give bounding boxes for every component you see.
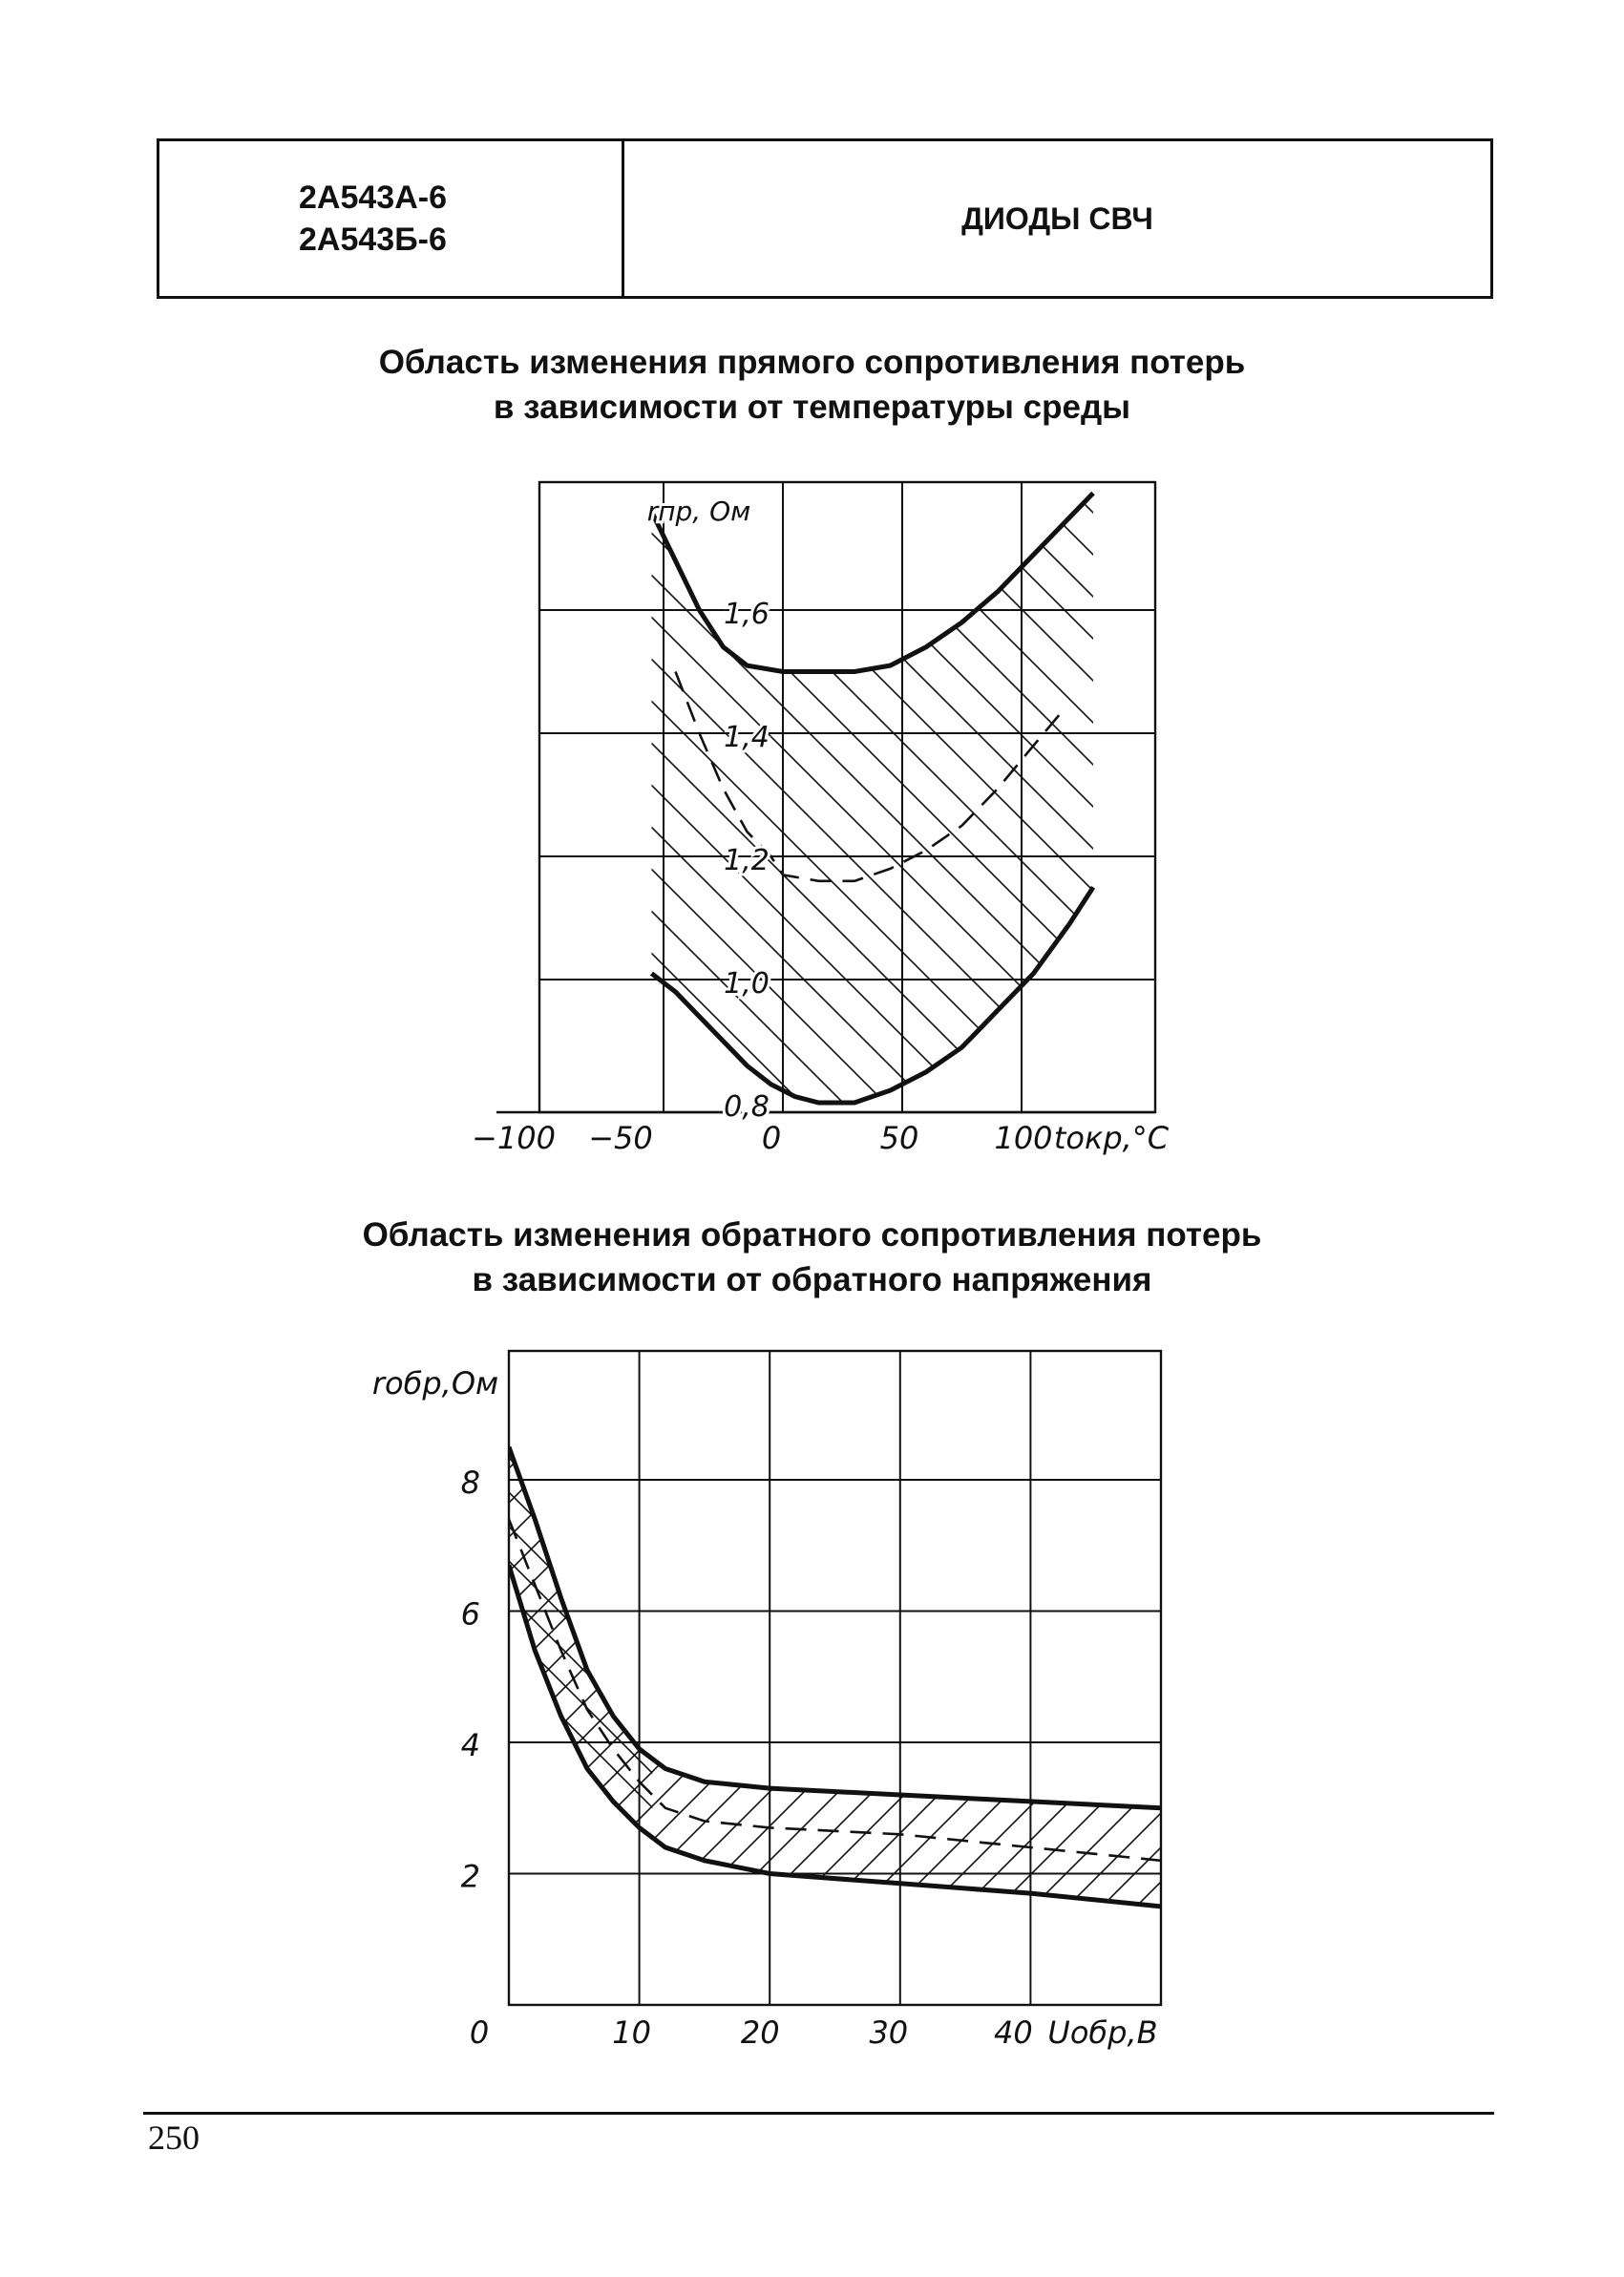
hatch-line xyxy=(0,1351,111,2005)
hatch-line xyxy=(1244,1351,1624,2005)
hatch-line xyxy=(0,482,559,1112)
hatch-line xyxy=(1278,1351,1624,2005)
hatch-line xyxy=(488,1351,1142,2005)
hatch-line xyxy=(161,1351,815,2005)
hatch-line xyxy=(727,482,1357,1112)
hatch-line xyxy=(1189,482,1624,1112)
hatch-line xyxy=(685,482,1315,1112)
hatch-line xyxy=(746,1351,1400,2005)
y-tick-label: 1,6 xyxy=(724,598,770,631)
hatch-line xyxy=(1175,1351,1624,2005)
hatch-line xyxy=(0,1351,179,2005)
hatch-line xyxy=(144,1351,798,2005)
hatch-line xyxy=(711,1351,1365,2005)
hatch-line xyxy=(138,482,769,1112)
hatch-line xyxy=(849,1351,1503,2005)
hatch-line xyxy=(282,1351,936,2005)
hatch-line xyxy=(522,1351,1176,2005)
hatch-region xyxy=(0,482,1624,1112)
hatch-line xyxy=(264,482,895,1112)
hatch-line xyxy=(0,482,390,1112)
hatch-line xyxy=(453,1351,1107,2005)
hatch-line xyxy=(1147,482,1624,1112)
hatch-line xyxy=(1231,482,1624,1112)
hatch-line xyxy=(969,1351,1623,2005)
x-tick-label: 0 xyxy=(761,1120,782,1156)
hatch-line xyxy=(0,482,601,1112)
y-tick-label: 1,4 xyxy=(724,721,770,754)
hatch-line xyxy=(625,1351,1279,2005)
curves xyxy=(509,1447,1161,1907)
hatch-line xyxy=(436,1351,1090,2005)
hatch-line xyxy=(12,482,643,1112)
hatch-line xyxy=(1399,482,1624,1112)
plot-frame xyxy=(539,482,1155,1112)
hatch-line xyxy=(505,1351,1159,2005)
hatch-line xyxy=(517,482,1147,1112)
y-tick-label: 0,8 xyxy=(724,1090,770,1124)
hatch-line xyxy=(0,1351,317,2005)
chart1-title-line: Область изменения прямого сопротивления потерь xyxy=(378,344,1246,381)
hatch-line xyxy=(0,1351,214,2005)
hatch-line xyxy=(1003,1351,1624,2005)
hatch-line xyxy=(952,1351,1606,2005)
hatch-line xyxy=(811,482,1441,1112)
cross-hatch xyxy=(127,1351,1624,2005)
hatch-line xyxy=(601,482,1231,1112)
hatch-line xyxy=(0,482,475,1112)
hatch-line xyxy=(1609,482,1624,1112)
x-tick-label: 50 xyxy=(879,1120,919,1156)
hatch-line xyxy=(728,1351,1382,2005)
y-tick-label: 1,0 xyxy=(724,967,770,1001)
hatch-line xyxy=(1038,1351,1624,2005)
hatch-line xyxy=(900,1351,1554,2005)
y-tick-label: 6 xyxy=(460,1595,480,1633)
x-tick-label: 10 xyxy=(612,2014,651,2051)
grid xyxy=(509,1351,1161,2005)
chart1-title-line: в зависимости от температуры среды xyxy=(493,389,1131,426)
hatch-line xyxy=(0,1351,42,2005)
hatch-line xyxy=(660,1351,1314,2005)
plot-frame xyxy=(509,1351,1161,2005)
hatch-line xyxy=(402,1351,1056,2005)
hatch-line xyxy=(0,1351,386,2005)
hatch-line xyxy=(883,1351,1537,2005)
y-tick-label: 2 xyxy=(460,1858,480,1895)
hatch-line xyxy=(0,1351,8,2005)
hatch-line xyxy=(1063,482,1624,1112)
upper-bound-curve xyxy=(509,1447,1161,1808)
hatch-line xyxy=(0,1351,489,2005)
tick-labels xyxy=(372,1365,1158,2051)
y-axis-label: rобр,Ом xyxy=(371,1365,499,1402)
hatch-line xyxy=(299,1351,953,2005)
category-title: ДИОДЫ СВЧ xyxy=(961,200,1153,236)
chart2-title-line: Область изменения обратного сопротивления потерь xyxy=(362,1216,1262,1254)
hatch-line xyxy=(937,482,1567,1112)
y-axis-label: rпр, Ом xyxy=(646,495,751,527)
hatch-line xyxy=(1105,482,1624,1112)
hatch-line xyxy=(0,1351,558,2005)
hatch-line xyxy=(643,482,1273,1112)
footer-rule xyxy=(143,2112,1494,2115)
hatch-line xyxy=(180,482,811,1112)
x-tick-label: 0 xyxy=(469,2014,490,2051)
hatch-line xyxy=(853,482,1483,1112)
hatch-line xyxy=(1021,482,1624,1112)
hatch-line xyxy=(7,1351,661,2005)
model-name: 2А543Б-6 xyxy=(299,221,447,258)
hatch-region xyxy=(0,1351,1624,2005)
hatch-line xyxy=(179,1351,833,2005)
hatch-line xyxy=(306,482,937,1112)
chart2-title-line: в зависимости от обратного напряжения xyxy=(472,1261,1152,1298)
hatch-line xyxy=(41,1351,695,2005)
hatch-line xyxy=(643,1351,1297,2005)
grid xyxy=(496,482,1155,1112)
hatch-line xyxy=(1315,482,1624,1112)
page-number: 250 xyxy=(148,2119,200,2157)
hatch-line xyxy=(1483,482,1624,1112)
x-tick-label: 30 xyxy=(869,2014,909,2051)
model-name: 2А543А-6 xyxy=(299,179,447,216)
hatch-line xyxy=(1107,1351,1624,2005)
typical-curve xyxy=(509,1519,1161,1861)
hatch-line xyxy=(0,1351,283,2005)
y-tick-label: 4 xyxy=(460,1727,480,1763)
hatch-line xyxy=(230,1351,884,2005)
hatch-line xyxy=(797,1351,1451,2005)
x-tick-label: −50 xyxy=(588,1120,653,1156)
hatch-line xyxy=(350,1351,1004,2005)
hatch-line xyxy=(1525,482,1624,1112)
hatch-line xyxy=(0,1351,454,2005)
lower-bound-curve xyxy=(652,887,1094,1103)
hatch-line xyxy=(1021,1351,1624,2005)
hatch-line xyxy=(0,1351,248,2005)
hatch-line xyxy=(0,1351,76,2005)
hatch-line xyxy=(694,1351,1348,2005)
hatch-line xyxy=(196,1351,850,2005)
x-axis-label: Uобр,В xyxy=(1047,2014,1158,2051)
hatch-line xyxy=(917,1351,1571,2005)
x-tick-label: −100 xyxy=(472,1120,556,1156)
hatch-line xyxy=(557,1351,1211,2005)
hatch-line xyxy=(127,1351,781,2005)
hatch-line xyxy=(222,482,853,1112)
hatch-line xyxy=(96,482,727,1112)
x-tick-label: 40 xyxy=(994,2014,1033,2051)
x-tick-label: 100 xyxy=(994,1120,1053,1156)
hatch-line xyxy=(0,1351,351,2005)
hatch-line xyxy=(979,482,1609,1112)
hatch-line xyxy=(1567,482,1624,1112)
hatch-line xyxy=(333,1351,987,2005)
y-tick-label: 1,2 xyxy=(724,844,770,877)
hatch-line xyxy=(1273,482,1624,1112)
hatch-line xyxy=(54,482,685,1112)
hatch-line xyxy=(677,1351,1331,2005)
x-tick-label: 20 xyxy=(740,2014,780,2051)
hatch-line xyxy=(75,1351,729,2005)
hatch-line xyxy=(769,482,1399,1112)
hatch-line xyxy=(866,1351,1520,2005)
hatch-line xyxy=(1313,1351,1624,2005)
hatch-line xyxy=(539,1351,1193,2005)
hatch-line xyxy=(1441,482,1624,1112)
hatch-line xyxy=(608,1351,1262,2005)
curves xyxy=(652,494,1094,1104)
hatch-line xyxy=(0,1351,626,2005)
reverse-resistance-chart xyxy=(0,1351,1624,2051)
hatch-line xyxy=(0,482,517,1112)
hatch-line xyxy=(559,482,1189,1112)
hatch-line xyxy=(0,1351,592,2005)
hatch-line xyxy=(986,1351,1624,2005)
y-tick-label: 8 xyxy=(460,1465,480,1501)
hatch-line xyxy=(368,1351,1022,2005)
hatch-line xyxy=(780,1351,1434,2005)
hatch-line xyxy=(1210,1351,1624,2005)
hatch-line xyxy=(1357,482,1624,1112)
hatch-line xyxy=(763,1351,1417,2005)
hatch-line xyxy=(390,482,1021,1112)
hatch-line xyxy=(0,482,348,1112)
x-axis-label: tокр,°С xyxy=(1053,1120,1170,1156)
hatch-line xyxy=(0,1351,523,2005)
lower-bound-curve xyxy=(509,1565,1161,1907)
hatch-line xyxy=(432,482,1063,1112)
hatch-line xyxy=(316,1351,970,2005)
hatch-line xyxy=(419,1351,1073,2005)
hatch-line xyxy=(0,1351,420,2005)
hatch-line xyxy=(0,1351,145,2005)
hatch-line xyxy=(471,1351,1125,2005)
hatch-line xyxy=(110,1351,764,2005)
hatch-line xyxy=(935,1351,1589,2005)
hatch-line xyxy=(0,482,432,1112)
hatch-line xyxy=(1141,1351,1624,2005)
tick-labels xyxy=(472,495,1170,1156)
forward-resistance-chart xyxy=(0,482,1624,1156)
hatch-line xyxy=(385,1351,1039,2005)
hatch-line xyxy=(1347,1351,1624,2005)
